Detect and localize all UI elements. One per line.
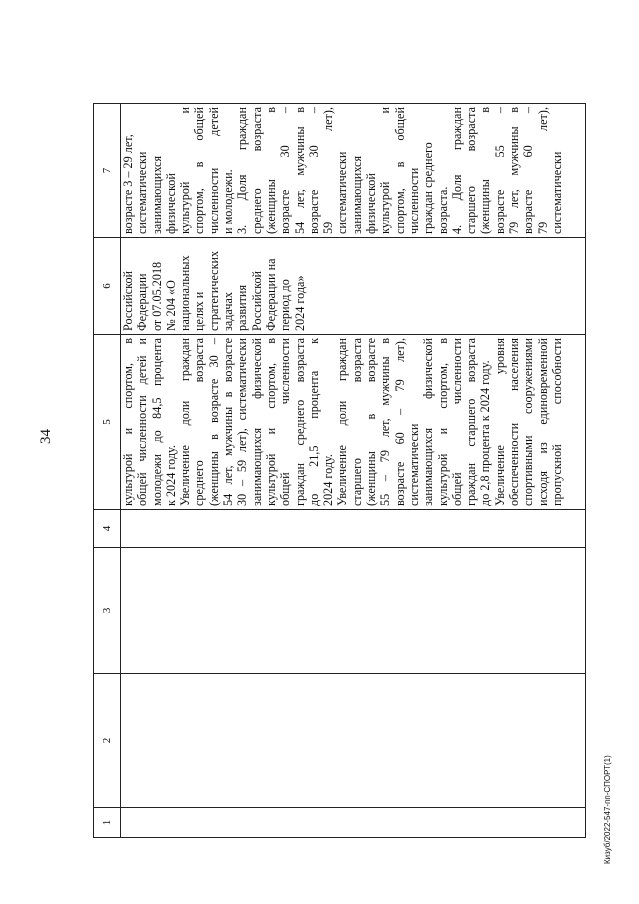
cell-text-line: занимающихся физической xyxy=(249,338,264,506)
header-cell-4: 4 xyxy=(94,510,121,548)
document-code: Кизуб/2022-547-пп-СПОРТ(1) xyxy=(603,755,612,864)
cell-text-line: физической xyxy=(163,173,178,234)
cell-text-line: среднего возраста xyxy=(192,338,207,506)
cell-text-line: 54 лет, мужчины в возрасте xyxy=(221,338,236,506)
cell-text-line: 30 – 59 лет), систематически xyxy=(235,338,250,506)
cell-text-line: систематически xyxy=(135,151,150,234)
cell-text-line: Федерации на xyxy=(263,258,278,331)
header-cell-6: 6 xyxy=(94,238,121,335)
cell-text-line: (женщины в возрасте xyxy=(364,338,379,506)
cell-col-7 xyxy=(121,104,586,238)
cell-text-line: Российской xyxy=(121,270,135,331)
cell-text-line: граждан среднего xyxy=(421,142,436,234)
cell-text-line: занимающихся xyxy=(149,155,164,234)
cell-text-line: возрасте 30 – xyxy=(278,107,293,234)
cell-text-line: спортом, в общей xyxy=(392,107,407,234)
cell-text-line: Увеличение доли граждан xyxy=(335,338,350,506)
cell-col-4 xyxy=(121,510,586,548)
cell-text-line: Российской xyxy=(249,270,264,331)
cell-text-line: занимающихся физической xyxy=(421,338,436,506)
header-cell-2: 2 xyxy=(94,674,121,808)
cell-text-line: 79 лет), xyxy=(535,107,550,234)
cell-text-line: целях и xyxy=(192,291,207,331)
cell-text-line: культурой и спортом, в xyxy=(435,338,450,506)
cell-text-line: и молодежи. xyxy=(221,169,236,234)
cell-text-line: культурой и xyxy=(378,107,393,234)
cell-text-line: (женщины в xyxy=(263,107,278,234)
cell-text-line: старшего возраста xyxy=(464,107,479,234)
cell-col-1 xyxy=(121,808,586,838)
cell-text-line: спортивными сооружениями xyxy=(521,338,536,506)
cell-text-line: (женщины в возрасте 30 – xyxy=(206,338,221,506)
cell-text-line: возрасте 60 – 79 лет), xyxy=(392,338,407,506)
cell-text-line: возраста. xyxy=(435,186,450,234)
cell-text-line: 59 лет), xyxy=(321,107,336,234)
cell-text-line: пропускной способности xyxy=(549,338,564,506)
cell-text-line: 4. Доля граждан xyxy=(449,107,464,234)
data-table xyxy=(93,103,586,838)
cell-text-line: физической xyxy=(364,173,379,234)
cell-text-line: систематически xyxy=(335,151,350,234)
cell-text-line: граждан среднего возраста xyxy=(292,338,307,506)
header-cell-5: 5 xyxy=(94,335,121,510)
cell-text-line: общей численности детей и xyxy=(135,338,150,506)
cell-text-line: национальных xyxy=(178,255,193,331)
header-row xyxy=(94,104,121,838)
header-cell-1: 1 xyxy=(94,808,121,838)
cell-text-line: 55 – 79 лет, мужчины в xyxy=(378,338,393,506)
cell-text-line: 2024 года» xyxy=(292,275,307,331)
cell-text-line: исходя из единовременной xyxy=(535,338,550,506)
table-row xyxy=(121,104,586,838)
cell-text-line: № 204 «О xyxy=(163,280,178,331)
cell-text-line: общей численности xyxy=(278,338,293,506)
cell-text-line: систематически xyxy=(549,151,564,234)
cell-text-line: 2024 году. xyxy=(321,454,336,506)
cell-text-line: обеспеченности населения xyxy=(507,338,522,506)
cell-text-line: старшего возраста xyxy=(349,338,364,506)
cell-col-3 xyxy=(121,548,586,674)
cell-text-line: общей численности xyxy=(449,338,464,506)
cell-text-line: стратегических xyxy=(206,250,221,331)
cell-text-line: Федерации xyxy=(135,273,150,331)
cell-text-line: развития xyxy=(235,284,250,331)
cell-text-line: граждан старшего возраста xyxy=(464,338,479,506)
cell-text-line: молодежи до 84,5 процента xyxy=(149,338,164,506)
cell-text-line: возрасте 60 – xyxy=(521,107,536,234)
cell-text-line: Увеличение уровня xyxy=(492,338,507,506)
cell-text-line: возрасте 30 – xyxy=(306,107,321,234)
cell-text-line: 3. Доля граждан xyxy=(235,107,250,234)
cell-text-line: численности xyxy=(406,167,421,234)
header-cell-3: 3 xyxy=(94,548,121,674)
cell-text-line: численности детей xyxy=(206,107,221,234)
cell-text-line: культурой и спортом, в xyxy=(263,338,278,506)
cell-text-line: культурой и xyxy=(178,107,193,234)
cell-col-6 xyxy=(121,238,586,335)
cell-text-line: 79 лет, мужчины в xyxy=(507,107,522,234)
cell-text-line: возрасте 55 – xyxy=(492,107,507,234)
cell-col-2 xyxy=(121,674,586,808)
header-cell-7: 7 xyxy=(94,104,121,238)
cell-text-line: Увеличение доли граждан xyxy=(178,338,193,506)
cell-text-line: до 21,5 процента к xyxy=(306,338,321,506)
page-number: 34 xyxy=(38,429,54,444)
rotated-table-container xyxy=(93,104,587,838)
cell-text-line: до 2,8 процента к 2024 году. xyxy=(478,360,493,506)
cell-col-5 xyxy=(121,335,586,510)
cell-text-line: возрасте 3 – 29 лет, xyxy=(121,134,135,234)
cell-text-line: среднего возраста xyxy=(249,107,264,234)
cell-text-line: занимающихся xyxy=(349,155,364,234)
cell-text-line: спортом, в общей xyxy=(192,107,207,234)
cell-text-line: культурой и спортом, в xyxy=(121,338,135,506)
cell-text-line: от 07.05.2018 xyxy=(149,261,164,331)
cell-text-line: период до xyxy=(278,279,293,331)
cell-text-line: (женщины в xyxy=(478,107,493,234)
cell-text-line: задачах xyxy=(221,292,236,331)
cell-text-line: 54 лет, мужчины в xyxy=(292,107,307,234)
cell-text-line: к 2024 году. xyxy=(163,445,178,506)
cell-text-line: систематически xyxy=(406,423,421,506)
